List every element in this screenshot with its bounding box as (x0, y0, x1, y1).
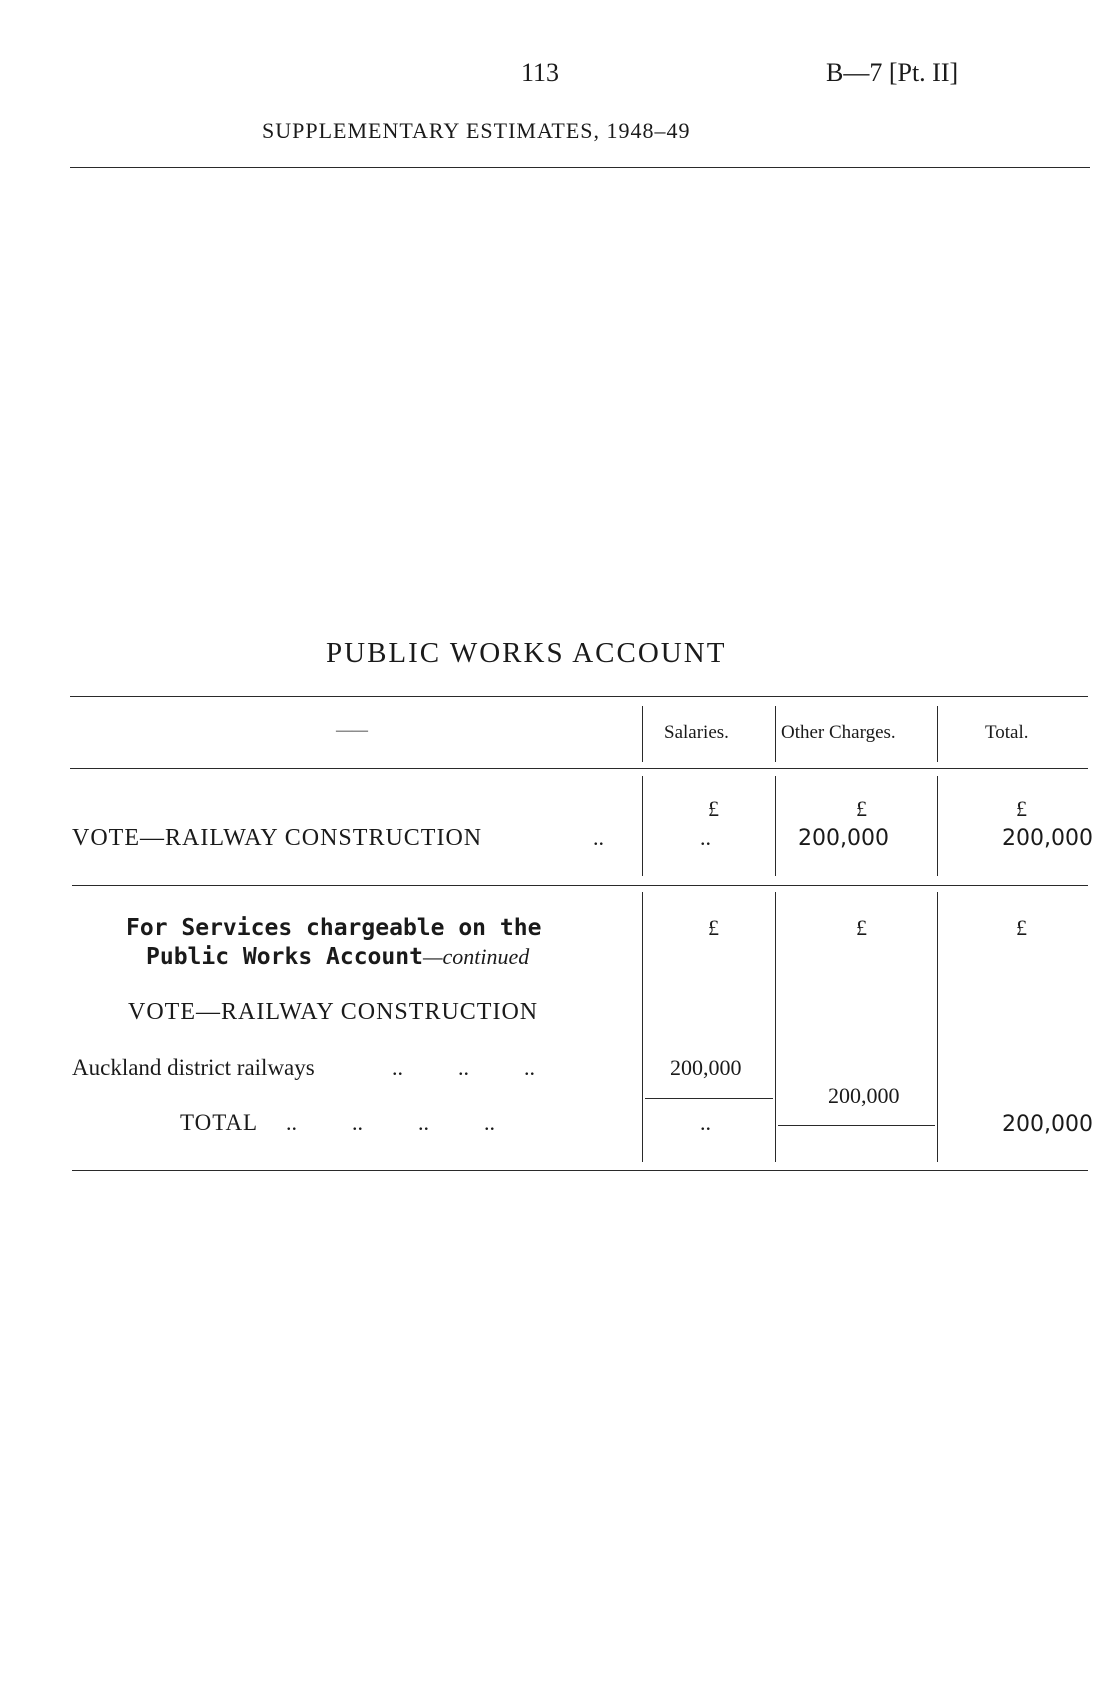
summary-row-label: VOTE—RAILWAY CONSTRUCTION (72, 825, 483, 851)
column-divider (775, 892, 776, 1162)
column-divider (775, 776, 776, 876)
column-divider (775, 706, 776, 762)
currency-symbol: £ (708, 796, 719, 821)
summary-bottom-rule (72, 885, 1088, 886)
table-bottom-rule (72, 1170, 1088, 1171)
document-title: SUPPLEMENTARY ESTIMATES, 1948–49 (262, 118, 691, 143)
salaries-subtotal-rule (645, 1098, 773, 1099)
detail-heading-line2 (146, 944, 529, 970)
detail-heading-continued: —continued (422, 944, 530, 969)
currency-symbol: £ (856, 796, 867, 821)
column-divider (937, 776, 938, 876)
summary-row-total: 200,000 (1002, 826, 1093, 851)
summary-row-leader: .. (593, 825, 604, 850)
item-label: Auckland district railways (72, 1055, 315, 1080)
column-divider (937, 892, 938, 1162)
item-leaders: .. .. .. (392, 1055, 535, 1080)
document-reference: B—7 [Pt. II] (826, 58, 959, 87)
column-header-total: Total. (985, 722, 1029, 743)
total-row-label: TOTAL (180, 1110, 259, 1135)
detail-vote-title: VOTE—RAILWAY CONSTRUCTION (128, 999, 539, 1025)
column-header-label: —— (336, 722, 368, 739)
table-header-bottom-rule (70, 768, 1088, 769)
header-divider (70, 167, 1090, 168)
column-divider (642, 776, 643, 876)
currency-symbol: £ (856, 915, 867, 940)
page-number: 113 (520, 58, 560, 87)
column-divider (642, 892, 643, 1162)
detail-heading-account: Public Works Account (146, 944, 423, 970)
currency-symbol: £ (1016, 796, 1027, 821)
other-charges-subtotal-rule (778, 1125, 935, 1126)
other-charges-subtotal: 200,000 (828, 1083, 900, 1108)
table-top-rule (70, 696, 1088, 697)
total-row-total: 200,000 (1002, 1112, 1093, 1137)
detail-heading-line1: For Services chargeable on the (126, 915, 542, 941)
summary-row-other-charges: 200,000 (798, 826, 889, 851)
currency-symbol: £ (708, 915, 719, 940)
currency-symbol: £ (1016, 915, 1027, 940)
column-header-other-charges: Other Charges. (781, 722, 896, 743)
column-divider (642, 706, 643, 762)
total-row-salaries: .. (700, 1110, 711, 1135)
total-row-leaders: .. .. .. .. (286, 1110, 495, 1135)
summary-row-salaries: .. (700, 825, 711, 850)
item-salaries: 200,000 (670, 1055, 742, 1080)
column-header-salaries: Salaries. (664, 722, 729, 743)
column-divider (937, 706, 938, 762)
section-title: PUBLIC WORKS ACCOUNT (326, 637, 727, 669)
